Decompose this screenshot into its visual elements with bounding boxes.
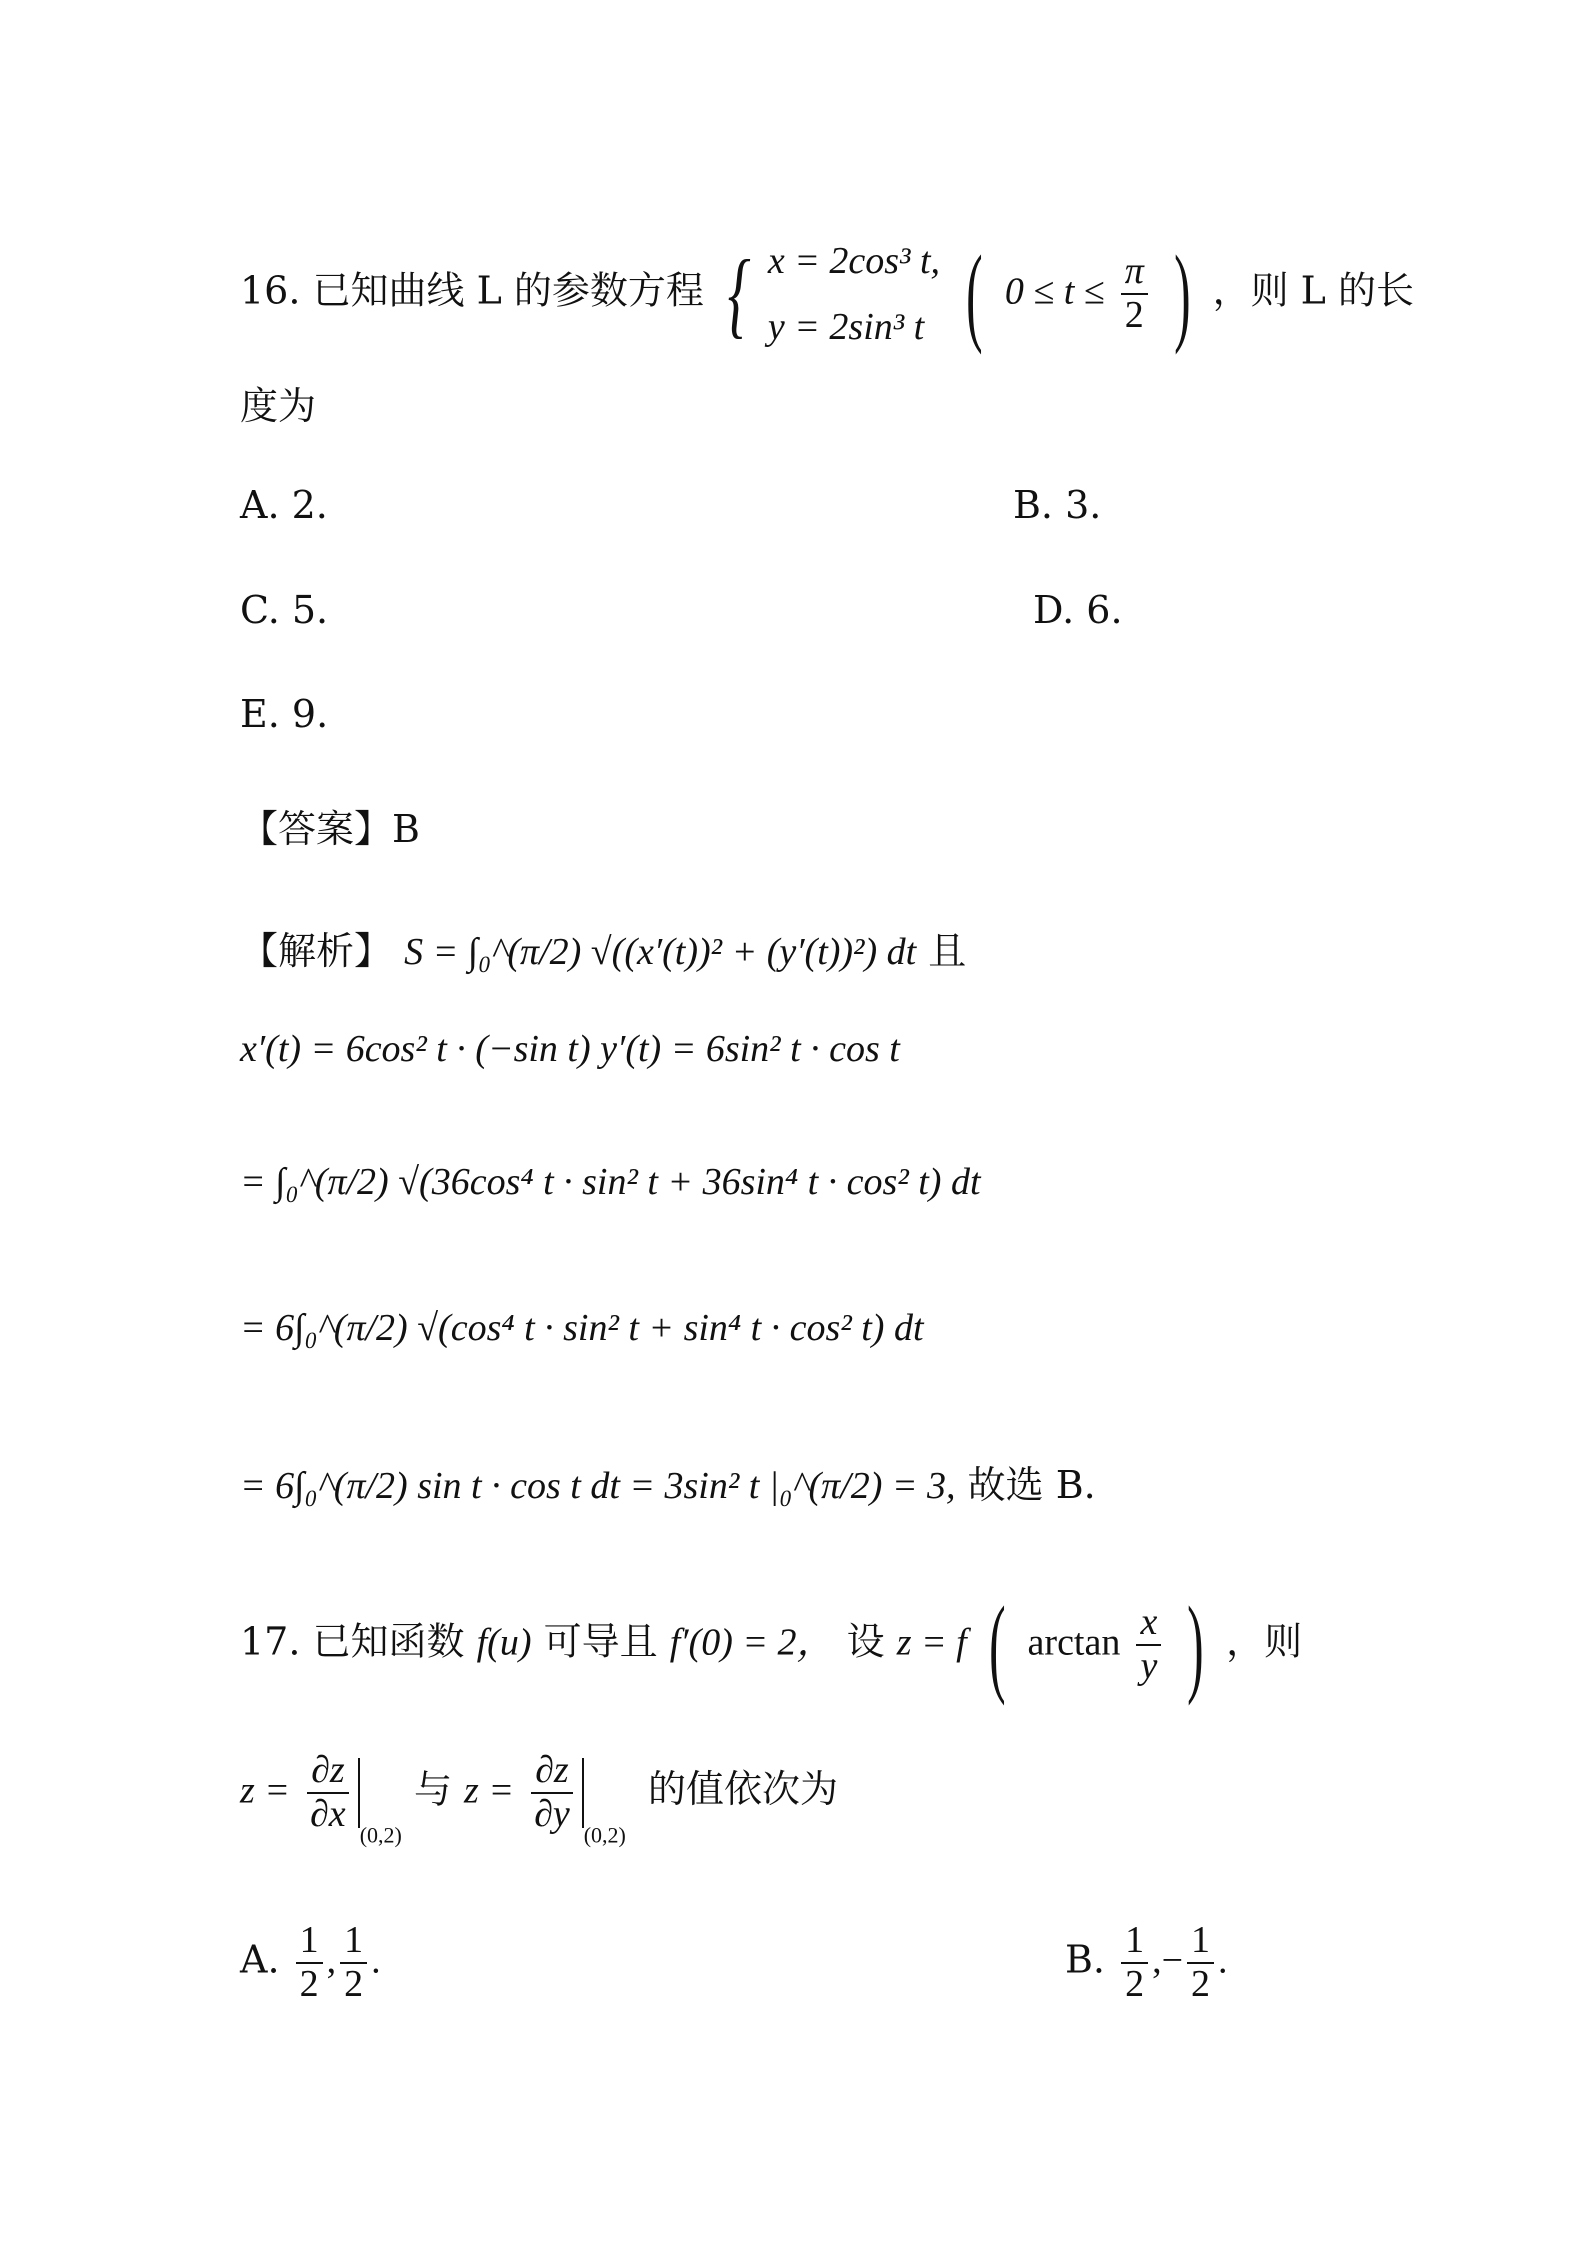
dz: ∂z — [307, 1750, 349, 1794]
q17-cond: f′(0) = 2， — [669, 1621, 835, 1664]
step2: = 6∫₀^(π/2) √(cos⁴ t · sin² t + sin⁴ t · cos² t) dt — [240, 1307, 924, 1349]
left-brace-icon: { — [727, 240, 751, 347]
q17-partials — [240, 1750, 838, 1848]
numerator-x: x — [1136, 1602, 1161, 1646]
arctan: arctan — [1027, 1621, 1121, 1664]
dot: . — [1218, 1939, 1228, 1982]
q16-option-b[interactable]: B. 3. — [1013, 483, 1102, 527]
q16-option-a[interactable]: A. 2. — [240, 483, 328, 527]
q17-set: 设 — [846, 1619, 885, 1664]
q17-option-b[interactable] — [1065, 1920, 1228, 2006]
derivatives: x′(t) = 6cos² t · (−sin t) y′(t) = 6sin² t · cos t — [240, 1028, 900, 1070]
q16-option-c[interactable]: C. 5. — [240, 588, 329, 632]
q16-eq2: y = 2sin³ t — [767, 306, 925, 348]
right-paren-icon: ) — [1173, 233, 1191, 355]
one: 1 — [296, 1920, 323, 1964]
dy: ∂y — [534, 1792, 570, 1835]
step3: = 6∫₀^(π/2) sin t · cos t dt = 3sin² t |₀^(π/2) = 3, — [240, 1465, 956, 1507]
option-b-label: B. — [1065, 1937, 1106, 1982]
dz: ∂z — [531, 1750, 573, 1794]
pz-right: z = — [464, 1769, 514, 1812]
x-over-y — [1136, 1602, 1161, 1688]
q17-mid: 可导且 — [543, 1619, 658, 1664]
pz-left: z = — [240, 1769, 290, 1812]
one: 1 — [1187, 1920, 1214, 1964]
dz-dy — [530, 1750, 574, 1836]
step3-tail: 故选 B. — [967, 1463, 1096, 1507]
half — [1187, 1920, 1214, 2006]
eval-bar — [358, 1758, 360, 1828]
half — [296, 1920, 323, 2006]
q17-zdef: z = f — [896, 1621, 967, 1664]
q17-tail: 的值依次为 — [647, 1767, 838, 1812]
one: 1 — [1121, 1920, 1148, 1964]
analysis-and: 且 — [928, 929, 967, 973]
q17-prefix: 17. 已知函数 — [240, 1619, 465, 1664]
right-paren-icon: ) — [1187, 1584, 1204, 1706]
pi-symbol: π — [1121, 251, 1148, 295]
q16-parametric-system — [720, 228, 940, 360]
q16-answer: 【答案】B — [240, 807, 420, 851]
denominator-y: y — [1140, 1645, 1158, 1687]
q16-suffix: ，则 L 的长 — [1212, 268, 1414, 313]
q16-interval: 0 ≤ t ≤ — [1004, 270, 1105, 313]
q16-prefix: 16. 已知曲线 L 的参数方程 — [240, 268, 704, 313]
q16-option-e[interactable]: E. 9. — [240, 692, 329, 736]
q16-analysis — [240, 920, 966, 975]
left-paren-icon: ( — [988, 1584, 1006, 1706]
eval-point: (0,2) — [359, 1822, 402, 1848]
minus: − — [1161, 1939, 1184, 1982]
denominator: 2 — [1124, 294, 1144, 336]
q16-eq1: x = 2cos³ t, — [767, 240, 941, 282]
one: 1 — [340, 1920, 367, 1964]
dz-dx — [306, 1750, 350, 1836]
q16-option-d[interactable]: D. 6. — [1033, 588, 1123, 632]
two: 2 — [1191, 1962, 1211, 2005]
step3-line — [240, 1454, 1096, 1509]
dot: . — [371, 1939, 381, 1982]
two: 2 — [299, 1962, 319, 2005]
with: 与 — [413, 1767, 452, 1812]
q17-then: ，则 — [1226, 1619, 1303, 1664]
q16-pi-over-2 — [1121, 251, 1148, 337]
step1: = ∫₀^(π/2) √(36cos⁴ t · sin² t + 36sin⁴ t · cos² t) dt — [240, 1161, 981, 1203]
two: 2 — [344, 1962, 364, 2005]
analysis-formula: S = ∫₀^(π/2) √((x′(t))² + (y′(t))²) dt — [404, 931, 917, 973]
q16-stem — [240, 228, 1414, 360]
eval-point: (0,2) — [583, 1822, 626, 1848]
half — [1121, 1920, 1148, 2006]
eval-bar — [582, 1758, 584, 1828]
q17-option-a[interactable] — [240, 1920, 381, 2006]
option-a-label: A. — [240, 1937, 280, 1982]
q17-fu: f(u) — [476, 1621, 532, 1664]
left-paren-icon: ( — [966, 233, 983, 355]
q17-stem — [240, 1584, 1303, 1706]
comma: , — [1152, 1939, 1162, 1982]
comma: , — [326, 1939, 337, 1982]
q16-stem-line2: 度为 — [240, 384, 317, 428]
analysis-label: 【解析】 — [240, 929, 393, 973]
dx: ∂x — [310, 1792, 346, 1835]
two: 2 — [1125, 1962, 1145, 2005]
half — [340, 1920, 367, 2006]
